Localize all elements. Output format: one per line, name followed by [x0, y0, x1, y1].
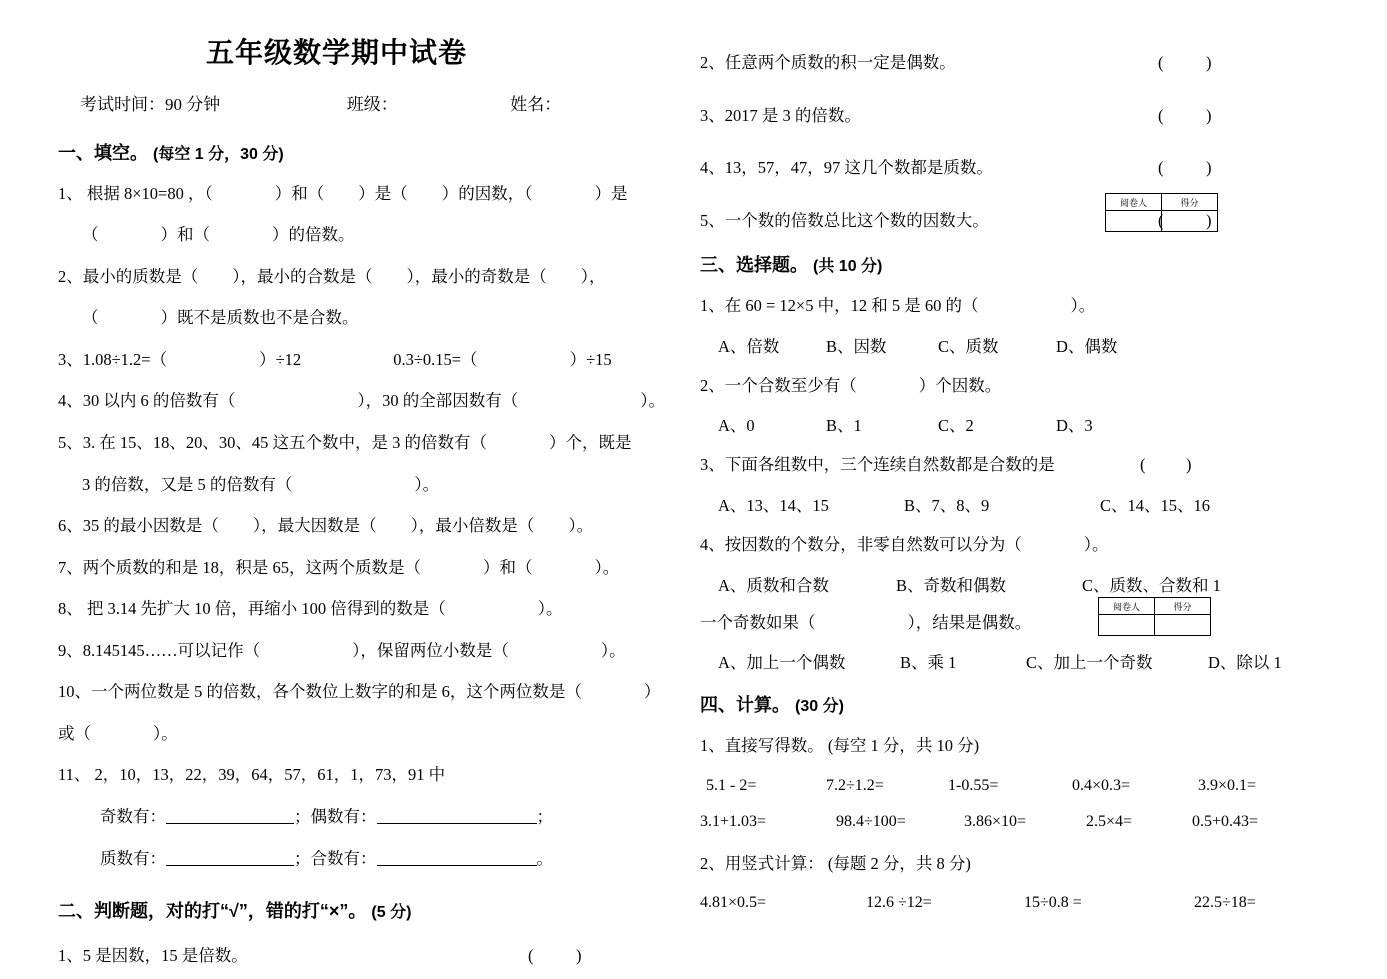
- judge-bracket-open[interactable]: (: [1158, 210, 1164, 230]
- choice-option-a[interactable]: A、质数和合数: [718, 575, 829, 595]
- fill-question-1-line1: 1、 根据 8×10=80 ，（ ）和（ ）是（ ）的因数，（ ）是: [58, 183, 628, 203]
- judge-bracket-open[interactable]: (: [1158, 105, 1164, 125]
- calc-sub2-row: [700, 894, 1360, 912]
- exam-info-line: [58, 90, 686, 115]
- fill-question-2-line2: （ ）既不是质数也不是合数。: [82, 308, 359, 328]
- choice-question-2: 2、一个合数至少有（ ）个因数。: [700, 375, 1002, 395]
- grader-label: 阅卷人: [1099, 598, 1155, 615]
- section-calc-points: (30 分): [795, 698, 844, 716]
- calc-sub1-row2: [700, 813, 1360, 831]
- judge-item-3-text: 3、2017 是 3 的倍数。: [700, 105, 861, 125]
- fill-question-2-line1: 2、最小的质数是（ ），最小的合数是（ ），最小的奇数是（ ），: [58, 266, 606, 286]
- section-judge-points: (5 分): [371, 904, 412, 922]
- section-fill-heading: [58, 139, 686, 165]
- fill-question-9: 9、8.145145……可以记作（ ），保留两位小数是（ ）。: [58, 640, 626, 660]
- judge-bracket-close[interactable]: ): [576, 946, 582, 966]
- judge-bracket-close[interactable]: ): [1206, 105, 1212, 125]
- choice-option-b[interactable]: B、7、8、9: [904, 495, 990, 515]
- choice-option-b[interactable]: B、1: [826, 416, 862, 436]
- judge-bracket-close[interactable]: ): [1206, 158, 1212, 178]
- judge-item-1-text: 1、5 是因数，15 是倍数。: [58, 946, 248, 966]
- calc-expression[interactable]: 22.5÷18=: [1194, 894, 1256, 912]
- fill-question-7: 7、两个质数的和是 18，积是 65，这两个质数是（ ）和（ ）。: [58, 557, 620, 577]
- calc-expression[interactable]: 2.5×4=: [1086, 812, 1133, 830]
- choice-question-3-options: [700, 492, 1360, 516]
- judge-item-5-text: 5、一个数的倍数总比这个数的因数大。: [700, 210, 989, 230]
- answer-underline-prime[interactable]: [166, 848, 294, 865]
- choice-option-d[interactable]: D、3: [1056, 416, 1093, 436]
- answer-underline-odd[interactable]: [166, 807, 294, 824]
- fill-question-11-row2: 质数有： ；合数有： 。: [100, 848, 553, 868]
- calc-expression[interactable]: 3.1+1.03=: [700, 812, 767, 830]
- section-choice-heading: [700, 251, 1360, 277]
- fill-question-11: 11、 2，10，13，22，39，64，57，61，1，73，91 中: [58, 765, 446, 785]
- fill-question-11-row1: 奇数有： ；偶数有： ；: [100, 807, 553, 827]
- exam-time-label: 考试时间：90 分钟: [80, 94, 221, 114]
- section-fill-title: 一、填空。: [58, 142, 148, 163]
- fill-question-3: 3、1.08÷1.2=（ ）÷12 0.3÷0.15=（ ）÷15: [58, 349, 612, 369]
- score-input-cell[interactable]: [1155, 615, 1211, 636]
- fill-question-10-line1: 10、一个两位数是 5 的倍数，各个数位上数字的和是 6，这个两位数是（ ）: [58, 682, 661, 702]
- page-title: 五年级数学期中试卷: [206, 37, 468, 68]
- choice-question-3: 3、下面各组数中，三个连续自然数都是合数的是 ( ): [700, 452, 1360, 478]
- choice-question-1: 1、在 60 = 12×5 中，12 和 5 是 60 的（ ）。: [700, 296, 1096, 316]
- choice-option-b[interactable]: B、奇数和偶数: [896, 575, 1007, 595]
- calc-sub2-heading: 2、用竖式计算： (每题 2 分，共 8 分): [700, 853, 971, 873]
- section-judge-title: 二、判断题，对的打“√”，错的打“×”。: [58, 901, 367, 922]
- choice-option-c[interactable]: C、质数: [938, 336, 999, 356]
- choice-bracket-open[interactable]: (: [1140, 455, 1146, 475]
- grading-table-2: [1098, 597, 1211, 636]
- choice-option-b[interactable]: B、因数: [826, 336, 887, 356]
- right-column: [700, 0, 1360, 912]
- section-calc-heading: [700, 691, 1360, 717]
- calc-expression[interactable]: 98.4÷100=: [836, 812, 906, 830]
- section-fill-points: (每空 1 分，30 分): [153, 145, 284, 163]
- choice-option-c[interactable]: C、加上一个奇数: [1026, 653, 1153, 673]
- judge-item-4-text: 4、13，57，47，97 这几个数都是质数。: [700, 158, 993, 178]
- fill-question-5-line2: 3 的倍数，又是 5 的倍数有（ ）。: [82, 474, 440, 494]
- choice-option-a[interactable]: A、0: [718, 416, 755, 436]
- section-choice-title: 三、选择题。: [700, 255, 808, 276]
- judge-item-5: [700, 208, 1360, 234]
- choice-question-2-options: [700, 412, 1360, 436]
- choice-option-c[interactable]: C、14、15、16: [1100, 495, 1211, 515]
- choice-option-d[interactable]: D、除以 1: [1208, 653, 1282, 673]
- score-label: 得分: [1162, 194, 1218, 211]
- name-label: 姓名：: [510, 94, 562, 114]
- fill-question-10-line2: 或（ ）。: [58, 723, 178, 743]
- section-judge-heading: [58, 897, 686, 923]
- choice-question-1-options: [700, 333, 1360, 357]
- section-calc-title: 四、计算。: [700, 695, 790, 716]
- choice-bracket-close[interactable]: ): [1186, 455, 1192, 475]
- grader-input-cell[interactable]: [1099, 615, 1155, 636]
- choice-question-4-options: [700, 572, 1360, 596]
- calc-expression[interactable]: 3.9×0.1=: [1198, 776, 1257, 794]
- judge-item-4: [700, 155, 1360, 181]
- calc-expression[interactable]: 3.86×10=: [964, 812, 1027, 830]
- calc-expression[interactable]: 7.2÷1.2=: [826, 776, 884, 794]
- grading-table-1: [1105, 193, 1218, 232]
- choice-question-4: 4、按因数的个数分，非零自然数可以分为（ ）。: [700, 534, 1109, 554]
- choice-option-b[interactable]: B、乘 1: [900, 653, 957, 673]
- judge-bracket-open[interactable]: (: [1158, 158, 1164, 178]
- fill-question-5-line1: 5、3. 在 15、18、20、30、45 这五个数中，是 3 的倍数有（ ）个，既是: [58, 432, 632, 452]
- choice-option-a[interactable]: A、加上一个偶数: [718, 653, 846, 673]
- fill-question-6: 6、35 的最小因数是（ ），最大因数是（ ），最小倍数是（ ）。: [58, 516, 594, 536]
- judge-bracket-close[interactable]: ): [1206, 210, 1212, 230]
- left-column: [58, 0, 686, 969]
- grader-input-cell[interactable]: [1106, 211, 1162, 232]
- score-label: 得分: [1155, 598, 1211, 615]
- calc-expression[interactable]: 4.81×0.5=: [700, 894, 767, 912]
- calc-expression[interactable]: 12.6 ÷12=: [866, 894, 932, 912]
- judge-item-1: [58, 943, 686, 969]
- calc-sub1-row1: [700, 777, 1360, 795]
- class-label: 班级：: [346, 94, 398, 114]
- choice-option-c[interactable]: C、质数、合数和 1: [1082, 575, 1221, 595]
- choice-option-a[interactable]: A、倍数: [718, 336, 780, 356]
- calc-expression[interactable]: 15÷0.8 =: [1024, 894, 1082, 912]
- grader-label: 阅卷人: [1106, 194, 1162, 211]
- fill-question-4: 4、30 以内 6 的倍数有（ ），30 的全部因数有（ ）。: [58, 391, 665, 411]
- judge-item-2: [700, 50, 1360, 76]
- section-choice-points: (共 10 分): [813, 258, 883, 276]
- calc-expression[interactable]: 1-0.55=: [948, 776, 999, 794]
- fill-question-1-line2: （ ）和（ ）的倍数。: [82, 225, 355, 245]
- judge-item-3: [700, 103, 1360, 129]
- answer-underline-even[interactable]: [377, 807, 537, 824]
- judge-bracket-open[interactable]: (: [1158, 53, 1164, 72]
- score-input-cell[interactable]: [1162, 211, 1218, 232]
- choice-question-5: 一个奇数如果（ ），结果是偶数。: [700, 612, 1032, 632]
- choice-option-d[interactable]: D、偶数: [1056, 336, 1118, 356]
- fill-question-8: 8、 把 3.14 先扩大 10 倍，再缩小 100 倍得到的数是（ ）。: [58, 599, 563, 619]
- judge-item-2-text: 2、任意两个质数的积一定是偶数。: [700, 53, 956, 72]
- judge-bracket-open[interactable]: (: [528, 946, 534, 966]
- answer-underline-composite[interactable]: [377, 848, 537, 865]
- choice-option-a[interactable]: A、13、14、15: [718, 495, 829, 515]
- calc-expression[interactable]: 5.1 - 2=: [706, 776, 757, 794]
- choice-question-5-options: [700, 649, 1360, 673]
- calc-expression[interactable]: 0.4×0.3=: [1072, 776, 1131, 794]
- choice-option-c[interactable]: C、2: [938, 416, 974, 436]
- calc-sub1-heading: 1、直接写得数。 (每空 1 分，共 10 分): [700, 736, 980, 756]
- judge-bracket-close[interactable]: ): [1206, 53, 1212, 72]
- calc-expression[interactable]: 0.5+0.43=: [1192, 812, 1259, 830]
